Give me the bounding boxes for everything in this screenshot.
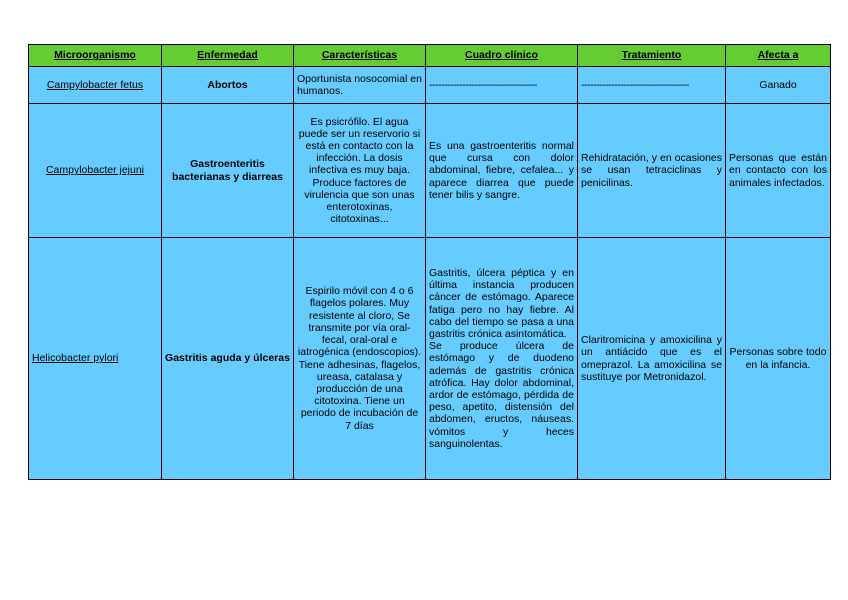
header-microorganism: Microorganismo (29, 45, 162, 67)
cell-clinical (426, 238, 578, 480)
cell-disease: Abortos (162, 67, 294, 104)
cell-disease: Gastritis aguda y úlceras (162, 238, 294, 480)
cell-affects: Personas que están en contacto con los animales infectados. (726, 104, 831, 238)
header-characteristics: Características (294, 45, 426, 67)
cell-characteristics: Oportunista nosocomial en humanos. (294, 67, 426, 104)
cell-disease: Gastroenteritis bacterianas y diarreas (162, 104, 294, 238)
cell-clinical: ------------------------------------ (426, 67, 578, 104)
table-row (29, 104, 831, 238)
header-disease: Enfermedad (162, 45, 294, 67)
header-treatment: Tratamiento (578, 45, 726, 67)
cell-affects: Ganado (726, 67, 831, 104)
microorganism-table (28, 44, 831, 480)
cell-microorganism: Helicobacter pylori (29, 238, 162, 480)
cell-clinical-text: Gastritis, úlcera péptica y en última instancia producen cáncer de estómago. Aparece fatiga pero no hay fiebre. Al cabo del tiempo se pasa a una gastritis crónica asintomática. Se produce úlcera de estómago y de duodeno además de gastritis crónica atrófica. Hay dolor abdominal, ardor de estómago, pérdida de peso, apetito, distensión del abdomen, eructos, náuseas. vómitos y heces sanguinolentas. (429, 266, 574, 450)
cell-affects: Personas sobre todo en la infancia. (726, 238, 831, 480)
cell-treatment: Rehidratación, y en ocasiones se usan tetraciclinas y penicilinas. (578, 104, 726, 238)
cell-microorganism: Campylobacter jejuni (29, 104, 162, 238)
table-row (29, 238, 831, 480)
header-clinical: Cuadro clínico (426, 45, 578, 67)
cell-characteristics: Espirilo móvil con 4 o 6 flagelos polares. Muy resistente al cloro, Se transmite por vía oral-fecal, oral-oral e iatrogénica (endoscopios). Tiene adhesinas, flagelos, ureasa, catalasa y producción de una citotoxina. Tiene un periodo de incubación de 7 días (294, 238, 426, 480)
table-row (29, 67, 831, 104)
header-affects: Afecta a (726, 45, 831, 67)
cell-microorganism: Campylobacter fetus (29, 67, 162, 104)
cell-treatment: ------------------------------------ (578, 67, 726, 104)
cell-characteristics: Es psicrófilo. El agua puede ser un reservorio si está en contacto con la infección. La dosis infectiva es muy baja. Produce factores de virulencia que son unas enterotoxinas, citotoxinas... (294, 104, 426, 238)
cell-treatment: Claritromicina y amoxicilina y un antiácido que es el omeprazol. La amoxicilina se sustituye por Metronidazol. (578, 238, 726, 480)
header-row (29, 45, 831, 67)
cell-clinical: Es una gastroenteritis normal que cursa con dolor abdominal, fiebre, cefalea... y aparece diarrea que puede tener bilis y sangre. (426, 104, 578, 238)
